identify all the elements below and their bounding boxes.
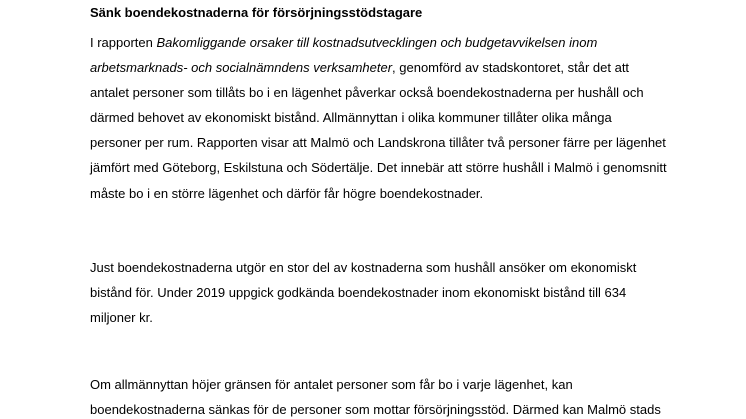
paragraph-1-line-6: jämfört med Göteborg, Eskilstuna och Södertälje. Det innebär att större hushåll i Malmö i genomsnitt: [90, 160, 667, 175]
paragraph-2-line-2: bistånd för. Under 2019 uppgick godkända boendekostnader inom ekonomiskt bistånd till 634: [90, 285, 627, 300]
paragraph-1-line-1: [90, 35, 597, 50]
paragraph-3-line-2: boendekostnaderna sänkas för de personer som mottar försörjningsstöd. Därmed kan Malmö stads: [90, 402, 661, 417]
report-title-part-2: arbetsmarknads- och socialnämndens verksamheter: [90, 60, 393, 75]
paragraph-1-line-1-prefix: I rapporten: [90, 35, 157, 50]
section-heading: Sänk boendekostnaderna för försörjningsstödstagare: [90, 5, 423, 20]
paragraph-1-line-4: därmed behovet av ekonomiskt bistånd. Allmännyttan i olika kommuner tillåter olika många: [90, 110, 612, 125]
paragraph-1-line-5: personer per rum. Rapporten visar att Malmö och Landskrona tillåter två personer färre per lägenhet: [90, 135, 666, 150]
report-title-part-1: Bakomliggande orsaker till kostnadsutvecklingen och budgetavvikelsen inom: [156, 35, 598, 50]
paragraph-1-line-2-suffix: , genomförd av stadskontoret, står det att: [392, 60, 630, 75]
paragraph-1-line-7: måste bo i en större lägenhet och därför får högre boendekostnader.: [90, 186, 484, 201]
paragraph-2-line-1: Just boendekostnaderna utgör en stor del av kostnaderna som hushåll ansöker om ekonomiskt: [90, 260, 637, 275]
paragraph-1-line-3: antalet personer som tillåts bo i en lägenhet påverkar också boendekostnaderna per hushåll och: [90, 85, 644, 100]
paragraph-2-line-3: miljoner kr.: [90, 310, 153, 325]
paragraph-1-line-2: [90, 60, 629, 75]
paragraph-3-line-1: Om allmännyttan höjer gränsen för antalet personer som får bo i varje lägenhet, kan: [90, 377, 573, 392]
